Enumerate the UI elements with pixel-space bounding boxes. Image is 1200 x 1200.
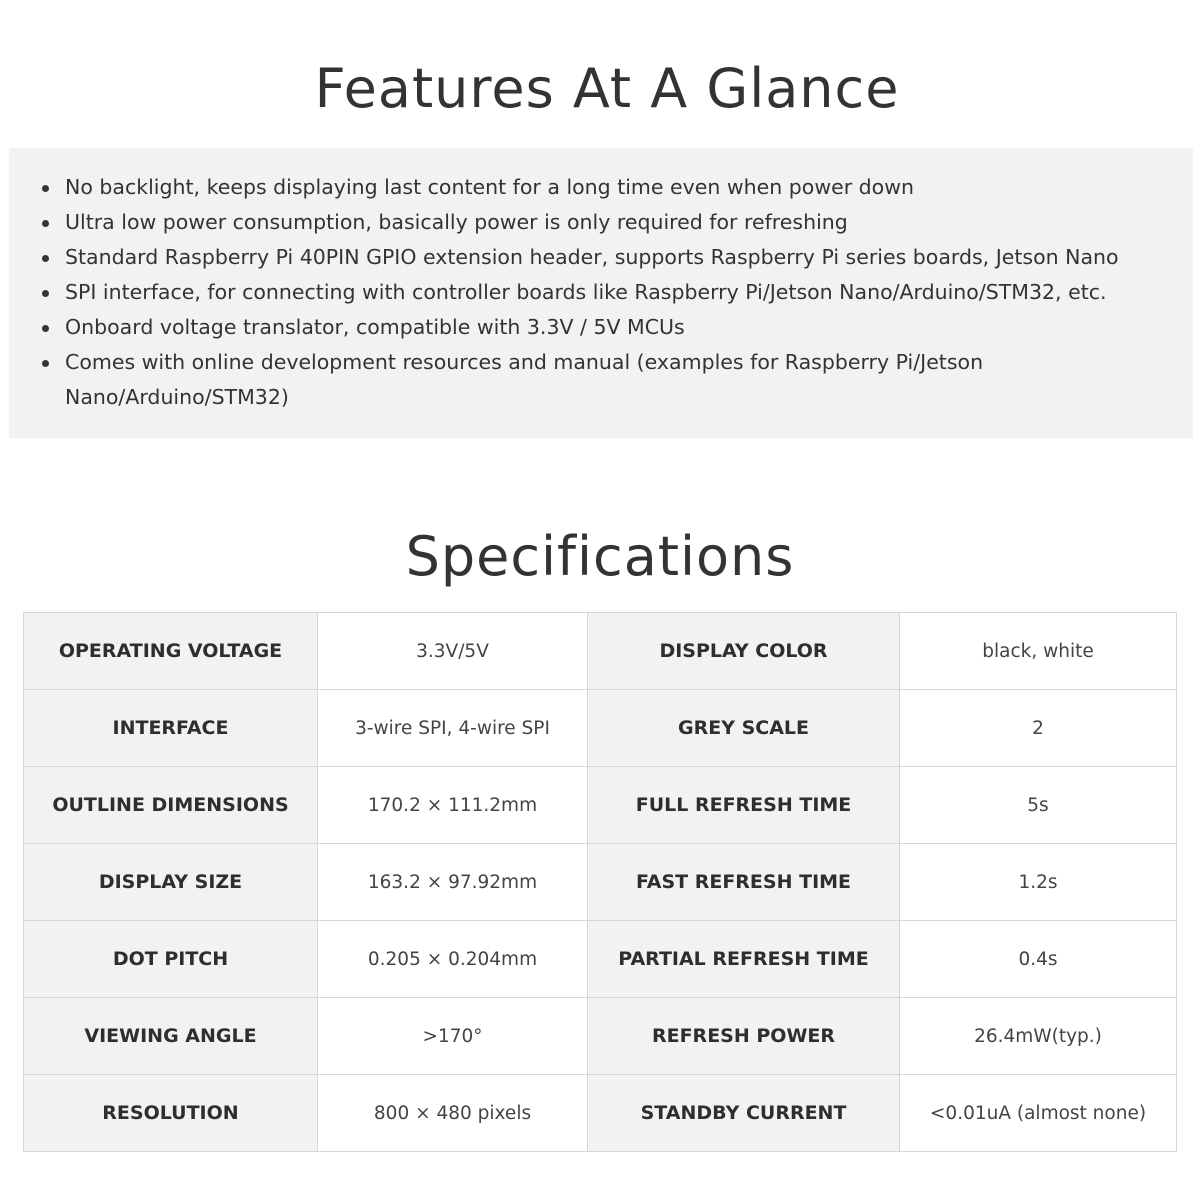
spec-value: 5s xyxy=(900,767,1177,844)
table-row xyxy=(24,844,1177,921)
table-row xyxy=(24,767,1177,844)
spec-value: 800 × 480 pixels xyxy=(318,1075,588,1152)
spec-label: GREY SCALE xyxy=(588,690,900,767)
spec-label: DISPLAY SIZE xyxy=(24,844,318,921)
spec-label: FAST REFRESH TIME xyxy=(588,844,900,921)
table-row xyxy=(24,1075,1177,1152)
spec-value: 163.2 × 97.92mm xyxy=(318,844,588,921)
spec-label: RESOLUTION xyxy=(24,1075,318,1152)
feature-item: SPI interface, for connecting with controller boards like Raspberry Pi/Jetson Nano/Arduino/STM32, etc. xyxy=(40,275,1160,310)
feature-item: Onboard voltage translator, compatible with 3.3V / 5V MCUs xyxy=(40,310,1160,345)
specifications-table xyxy=(23,612,1177,1152)
table-row xyxy=(24,998,1177,1075)
spec-label: DOT PITCH xyxy=(24,921,318,998)
spec-label: VIEWING ANGLE xyxy=(24,998,318,1075)
spec-label: INTERFACE xyxy=(24,690,318,767)
feature-item: Comes with online development resources and manual (examples for Raspberry Pi/Jetson Nano/Arduino/STM32) xyxy=(40,345,1160,415)
spec-value: 170.2 × 111.2mm xyxy=(318,767,588,844)
specifications-title: Specifications xyxy=(405,525,795,588)
spec-label: OUTLINE DIMENSIONS xyxy=(24,767,318,844)
feature-item: Standard Raspberry Pi 40PIN GPIO extension header, supports Raspberry Pi series boards, Jetson Nano xyxy=(40,240,1160,275)
features-list xyxy=(40,170,1160,415)
spec-label: FULL REFRESH TIME xyxy=(588,767,900,844)
spec-label: OPERATING VOLTAGE xyxy=(24,613,318,690)
spec-value: >170° xyxy=(318,998,588,1075)
features-title: Features At A Glance xyxy=(314,57,900,120)
spec-value: 1.2s xyxy=(900,844,1177,921)
spec-value: 3.3V/5V xyxy=(318,613,588,690)
feature-item: No backlight, keeps displaying last content for a long time even when power down xyxy=(40,170,1160,205)
spec-value: 3-wire SPI, 4-wire SPI xyxy=(318,690,588,767)
spec-value: 2 xyxy=(900,690,1177,767)
spec-label: STANDBY CURRENT xyxy=(588,1075,900,1152)
spec-value: black, white xyxy=(900,613,1177,690)
spec-label: PARTIAL REFRESH TIME xyxy=(588,921,900,998)
spec-label: REFRESH POWER xyxy=(588,998,900,1075)
spec-value: <0.01uA (almost none) xyxy=(900,1075,1177,1152)
spec-value: 0.4s xyxy=(900,921,1177,998)
spec-value: 0.205 × 0.204mm xyxy=(318,921,588,998)
table-row xyxy=(24,921,1177,998)
table-row xyxy=(24,690,1177,767)
table-row xyxy=(24,613,1177,690)
feature-item: Ultra low power consumption, basically power is only required for refreshing xyxy=(40,205,1160,240)
spec-label: DISPLAY COLOR xyxy=(588,613,900,690)
spec-value: 26.4mW(typ.) xyxy=(900,998,1177,1075)
